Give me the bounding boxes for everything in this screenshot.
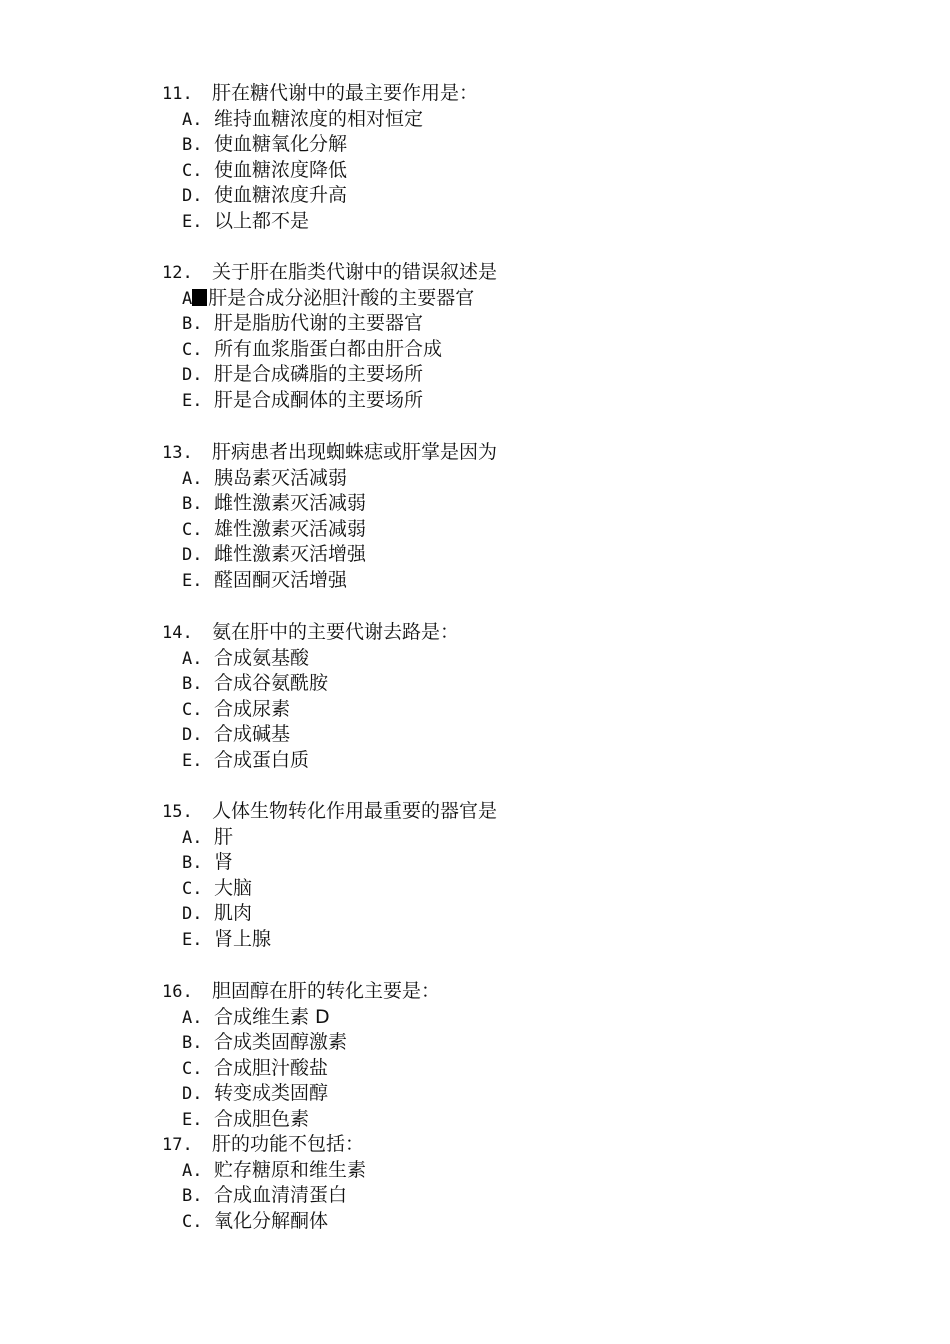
option-letter: A. bbox=[182, 1007, 203, 1028]
option-c bbox=[162, 1209, 862, 1235]
option-c bbox=[162, 1056, 862, 1082]
question-stem bbox=[162, 260, 862, 286]
option-letter: E. bbox=[182, 211, 203, 232]
option-letter: B. bbox=[182, 135, 203, 155]
option-text: 雌性激素灭活增强 bbox=[214, 543, 367, 565]
option-letter: A. bbox=[182, 648, 203, 669]
question-number: 16. bbox=[162, 982, 193, 1002]
question-text: 氨在肝中的主要代谢去路是： bbox=[212, 621, 460, 643]
option-text: 大脑 bbox=[214, 876, 253, 899]
option-b bbox=[162, 311, 862, 337]
option-b bbox=[162, 1030, 862, 1056]
option-text: 合成氨基酸 bbox=[214, 646, 310, 669]
question-stem bbox=[162, 440, 862, 466]
option-letter: A bbox=[182, 288, 193, 309]
question-11 bbox=[162, 81, 862, 234]
option-text: 所有血浆脂蛋白都由肝合成 bbox=[214, 337, 443, 360]
option-d bbox=[162, 362, 862, 388]
option-a bbox=[162, 646, 862, 672]
option-text: 合成胆色素 bbox=[214, 1107, 310, 1130]
option-a bbox=[162, 1005, 862, 1031]
option-a bbox=[162, 466, 862, 492]
option-text: 合成碱基 bbox=[214, 723, 291, 745]
option-text: 肝是脂肪代谢的主要器官 bbox=[214, 312, 424, 334]
option-text: 雄性激素灭活减弱 bbox=[214, 517, 367, 540]
option-text: 使血糖浓度降低 bbox=[214, 158, 348, 181]
black-box-mark bbox=[192, 289, 207, 306]
option-a bbox=[162, 107, 862, 133]
question-15 bbox=[162, 799, 862, 952]
option-letter: D. bbox=[182, 186, 203, 206]
option-letter: C. bbox=[182, 339, 203, 360]
option-text: 胰岛素灭活减弱 bbox=[214, 466, 348, 489]
option-d bbox=[162, 183, 862, 209]
option-letter: C. bbox=[182, 699, 203, 720]
option-c bbox=[162, 158, 862, 184]
question-stem bbox=[162, 979, 862, 1005]
option-letter: D. bbox=[182, 725, 203, 745]
option-d bbox=[162, 1081, 862, 1107]
option-c bbox=[162, 337, 862, 363]
option-letter: A. bbox=[182, 468, 203, 489]
option-e bbox=[162, 927, 862, 953]
option-letter: D. bbox=[182, 1084, 203, 1104]
option-text: 雌性激素灭活减弱 bbox=[214, 492, 367, 514]
option-e bbox=[162, 568, 862, 594]
question-17 bbox=[162, 1132, 862, 1234]
option-text: 以上都不是 bbox=[214, 209, 310, 232]
option-letter: B. bbox=[182, 674, 203, 694]
question-text: 肝的功能不包括： bbox=[212, 1133, 365, 1155]
option-text: 肌肉 bbox=[214, 902, 253, 924]
option-e bbox=[162, 748, 862, 774]
option-text: 合成血清清蛋白 bbox=[214, 1184, 348, 1206]
question-13 bbox=[162, 440, 862, 593]
option-letter: D. bbox=[182, 365, 203, 385]
option-letter: D. bbox=[182, 904, 203, 924]
option-letter: B. bbox=[182, 494, 203, 514]
option-letter: E. bbox=[182, 570, 203, 591]
question-stem bbox=[162, 620, 862, 646]
option-letter: E. bbox=[182, 390, 203, 411]
option-text: 使血糖氧化分解 bbox=[214, 133, 348, 155]
option-a bbox=[162, 825, 862, 851]
option-text: 合成尿素 bbox=[214, 697, 291, 720]
question-number: 11. bbox=[162, 84, 193, 104]
option-c bbox=[162, 517, 862, 543]
question-number: 15. bbox=[162, 802, 193, 822]
option-text: 肾 bbox=[214, 851, 234, 873]
option-text: 肾上腺 bbox=[214, 927, 272, 950]
option-text: 贮存糖原和维生素 bbox=[214, 1158, 367, 1181]
option-text: 维持血糖浓度的相对恒定 bbox=[214, 107, 424, 130]
question-stem bbox=[162, 799, 862, 825]
option-e bbox=[162, 209, 862, 235]
option-letter: C. bbox=[182, 1058, 203, 1079]
question-text: 人体生物转化作用最重要的器官是 bbox=[212, 800, 498, 822]
question-number: 17. bbox=[162, 1135, 193, 1155]
option-text: 使血糖浓度升高 bbox=[214, 184, 348, 206]
option-text: 肝是合成分泌胆汁酸的主要器官 bbox=[208, 286, 475, 309]
option-text: 醛固酮灭活增强 bbox=[214, 568, 348, 591]
option-letter: B. bbox=[182, 1033, 203, 1053]
option-c bbox=[162, 697, 862, 723]
option-d bbox=[162, 722, 862, 748]
question-stem bbox=[162, 81, 862, 107]
option-text: 肝是合成磷脂的主要场所 bbox=[214, 363, 424, 385]
question-16 bbox=[162, 979, 862, 1132]
option-b bbox=[162, 132, 862, 158]
option-letter: E. bbox=[182, 750, 203, 771]
option-a bbox=[162, 1158, 862, 1184]
option-e bbox=[162, 388, 862, 414]
question-text: 胆固醇在肝的转化主要是： bbox=[212, 980, 441, 1002]
question-text: 关于肝在脂类代谢中的错误叙述是 bbox=[212, 261, 498, 283]
question-number: 13. bbox=[162, 443, 193, 463]
option-letter: A. bbox=[182, 109, 203, 130]
option-text: 合成胆汁酸盐 bbox=[214, 1056, 329, 1079]
option-c bbox=[162, 876, 862, 902]
option-text: 肝 bbox=[214, 825, 234, 848]
option-letter: E. bbox=[182, 929, 203, 950]
option-a bbox=[162, 286, 862, 312]
option-letter: A. bbox=[182, 827, 203, 848]
option-letter: A. bbox=[182, 1160, 203, 1181]
option-d bbox=[162, 542, 862, 568]
option-letter: E. bbox=[182, 1109, 203, 1130]
option-text: 合成维生素 D bbox=[214, 1005, 330, 1028]
question-14 bbox=[162, 620, 862, 773]
question-text: 肝在糖代谢中的最主要作用是： bbox=[212, 82, 479, 104]
option-b bbox=[162, 491, 862, 517]
option-e bbox=[162, 1107, 862, 1133]
option-text: 转变成类固醇 bbox=[214, 1082, 329, 1104]
option-letter: D. bbox=[182, 545, 203, 565]
option-b bbox=[162, 850, 862, 876]
option-letter: C. bbox=[182, 878, 203, 899]
option-text: 合成蛋白质 bbox=[214, 748, 310, 771]
question-12 bbox=[162, 260, 862, 413]
option-d bbox=[162, 901, 862, 927]
option-text: 合成类固醇激素 bbox=[214, 1031, 348, 1053]
option-letter: C. bbox=[182, 1211, 203, 1232]
option-b bbox=[162, 1183, 862, 1209]
option-letter: C. bbox=[182, 160, 203, 181]
question-number: 12. bbox=[162, 263, 193, 283]
question-stem bbox=[162, 1132, 862, 1158]
option-text: 合成谷氨酰胺 bbox=[214, 672, 329, 694]
question-number: 14. bbox=[162, 623, 193, 643]
question-text: 肝病患者出现蜘蛛痣或肝掌是因为 bbox=[212, 441, 498, 463]
option-text: 肝是合成酮体的主要场所 bbox=[214, 388, 424, 411]
option-text: 氧化分解酮体 bbox=[214, 1209, 329, 1232]
option-letter: C. bbox=[182, 519, 203, 540]
option-letter: B. bbox=[182, 853, 203, 873]
option-b bbox=[162, 671, 862, 697]
option-letter: B. bbox=[182, 314, 203, 334]
option-letter: B. bbox=[182, 1186, 203, 1206]
